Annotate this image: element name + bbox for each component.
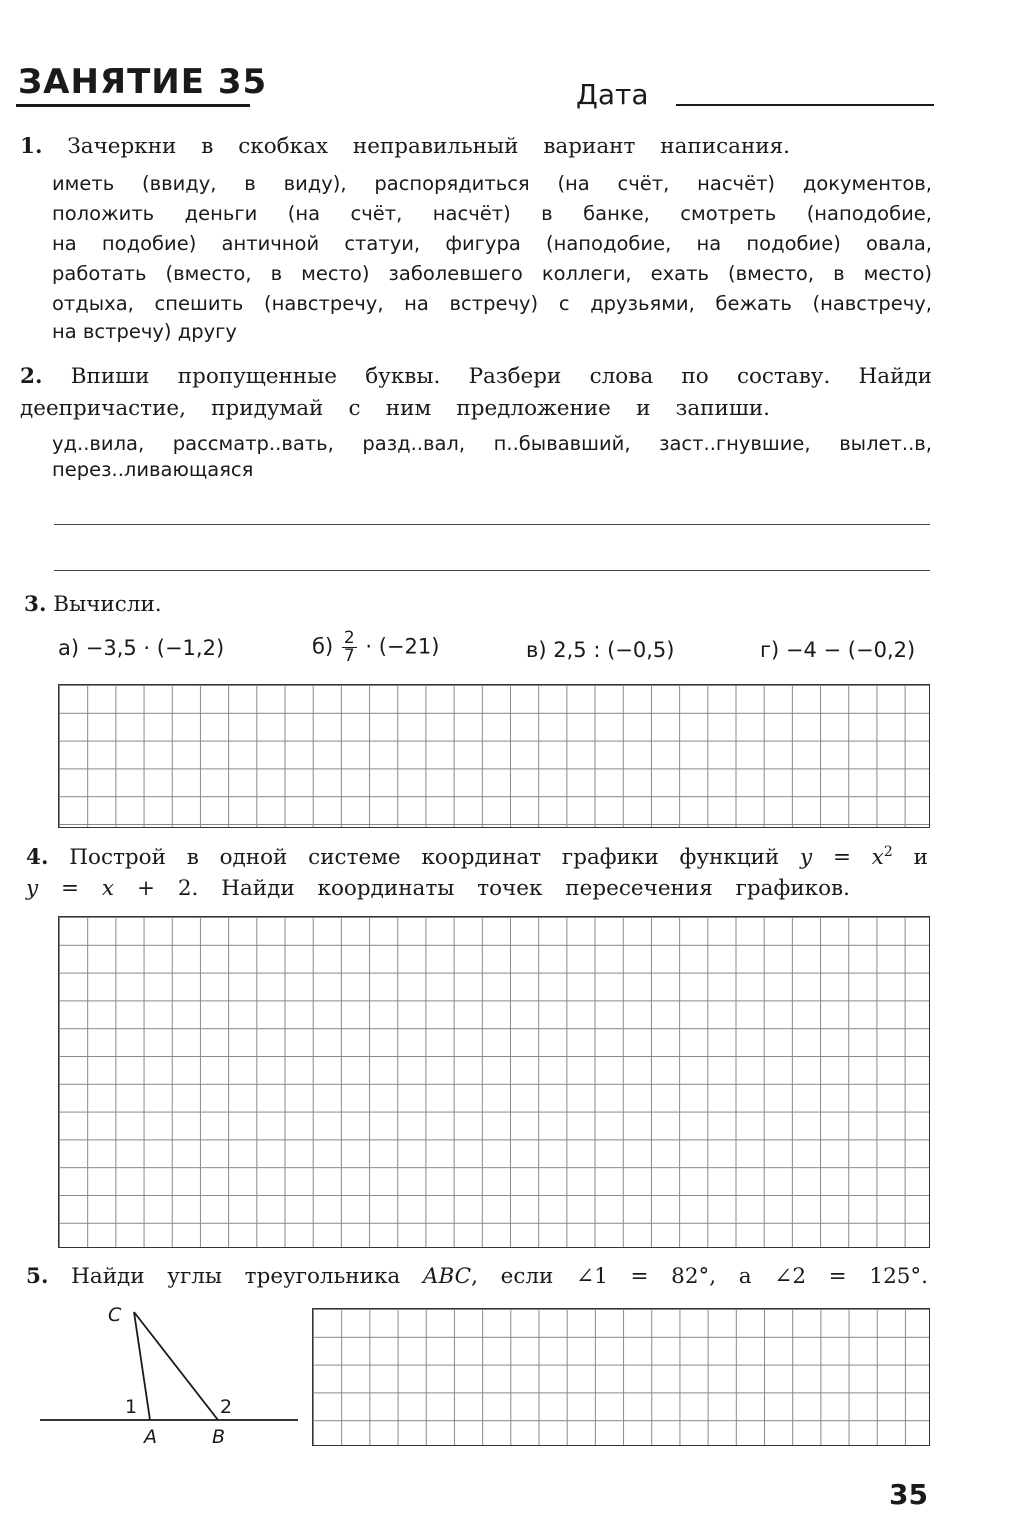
task1-line: иметь (ввиду, в виду), распорядиться (на счёт, насчёт) документов, — [52, 172, 932, 195]
side-cb — [134, 1312, 218, 1420]
vertex-label-c: C — [108, 1304, 122, 1326]
task4-line2 — [26, 876, 850, 901]
triangle-figure — [30, 1296, 310, 1466]
task1-title-text: Зачеркни в скобках неправильный вариант написания. — [67, 134, 790, 159]
title-underline — [16, 104, 250, 107]
task2-title-text: Впиши пропущенные буквы. Разбери слова по составу. Найди — [70, 364, 932, 389]
angle-label-2: 2 — [220, 1396, 233, 1418]
task1-line: работать (вместо, в место) заболевшего коллеги, ехать (вместо, в место) — [52, 262, 932, 285]
task1-line: на подобие) античной статуи, фигура (наподобие, на подобие) овала, — [52, 232, 932, 255]
task5-number: 5. — [26, 1264, 49, 1289]
task3-title — [24, 592, 162, 617]
task3-expr-d: г) −4 − (−0,2) — [760, 638, 916, 662]
task3-expr-b-suffix: · (−21) — [365, 634, 440, 659]
task2-title-line2: деепричастие, придумай с ним предложение и запиши. — [20, 396, 770, 421]
conjunction-and: и — [913, 845, 928, 871]
task4-line1 — [26, 844, 928, 870]
task3-expr-b — [312, 630, 439, 665]
task1-line: на встречу) другу — [52, 320, 237, 343]
fraction — [342, 630, 357, 665]
task3-expr-b-prefix: б) — [312, 634, 334, 659]
equals-sign: = — [61, 876, 80, 901]
page-number: 35 — [889, 1478, 928, 1511]
task4-line1-text: Построй в одной системе координат графики функций — [69, 845, 780, 871]
lesson-title: ЗАНЯТИЕ 35 — [18, 62, 268, 102]
task3-number: 3. — [24, 592, 47, 617]
task5-text-a: Найди углы треугольника — [71, 1264, 401, 1289]
x-squared — [872, 845, 893, 870]
date-field-line[interactable] — [676, 104, 934, 106]
fraction-denominator: 7 — [343, 646, 355, 666]
triangle-name: ABC — [422, 1264, 472, 1289]
task2-line: уд..вила, рассматр..вать, разд..вал, п..бывавший, заст..гнувшие, вылет..в, — [52, 432, 932, 455]
task1-title — [20, 134, 790, 159]
answer-line[interactable] — [54, 570, 930, 571]
task3-answer-grid[interactable] — [58, 684, 930, 828]
answer-line[interactable] — [54, 524, 930, 525]
equals-sign: = — [832, 845, 851, 871]
task4-line2-text: + 2. Найди координаты точек пересечения графиков. — [136, 876, 850, 901]
var-x: x — [101, 876, 115, 901]
var-x: x — [871, 845, 884, 871]
task2-line: перез..ливающаяся — [52, 458, 254, 481]
task5-text-b: , если ∠1 = 82°, а ∠2 = 125°. — [471, 1264, 929, 1289]
var-y: y — [800, 845, 813, 871]
task1-line: отдыха, спешить (навстречу, на встречу) с друзьями, бежать (навстречу, — [52, 292, 932, 315]
vertex-label-b: B — [212, 1426, 226, 1448]
task2-number: 2. — [20, 364, 43, 389]
task3-title-text: Вычисли. — [53, 592, 162, 617]
fraction-numerator: 2 — [343, 628, 355, 648]
task1-line: положить деньги (на счёт, насчёт) в банке, смотреть (наподобие, — [52, 202, 932, 225]
exponent: 2 — [883, 844, 893, 860]
task3-expr-a: а) −3,5 · (−1,2) — [58, 636, 225, 660]
task3-expr-c: в) 2,5 : (−0,5) — [526, 638, 675, 662]
task4-number: 4. — [26, 845, 49, 871]
var-y: y — [26, 876, 39, 901]
task2-title-line1 — [20, 364, 932, 389]
vertex-label-a: A — [144, 1426, 157, 1448]
task1-number: 1. — [20, 134, 43, 159]
task4-answer-grid[interactable] — [58, 916, 930, 1248]
task5-line — [26, 1264, 928, 1289]
date-label: Дата — [576, 78, 649, 111]
task5-answer-grid[interactable] — [312, 1308, 930, 1446]
angle-label-1: 1 — [125, 1396, 138, 1418]
